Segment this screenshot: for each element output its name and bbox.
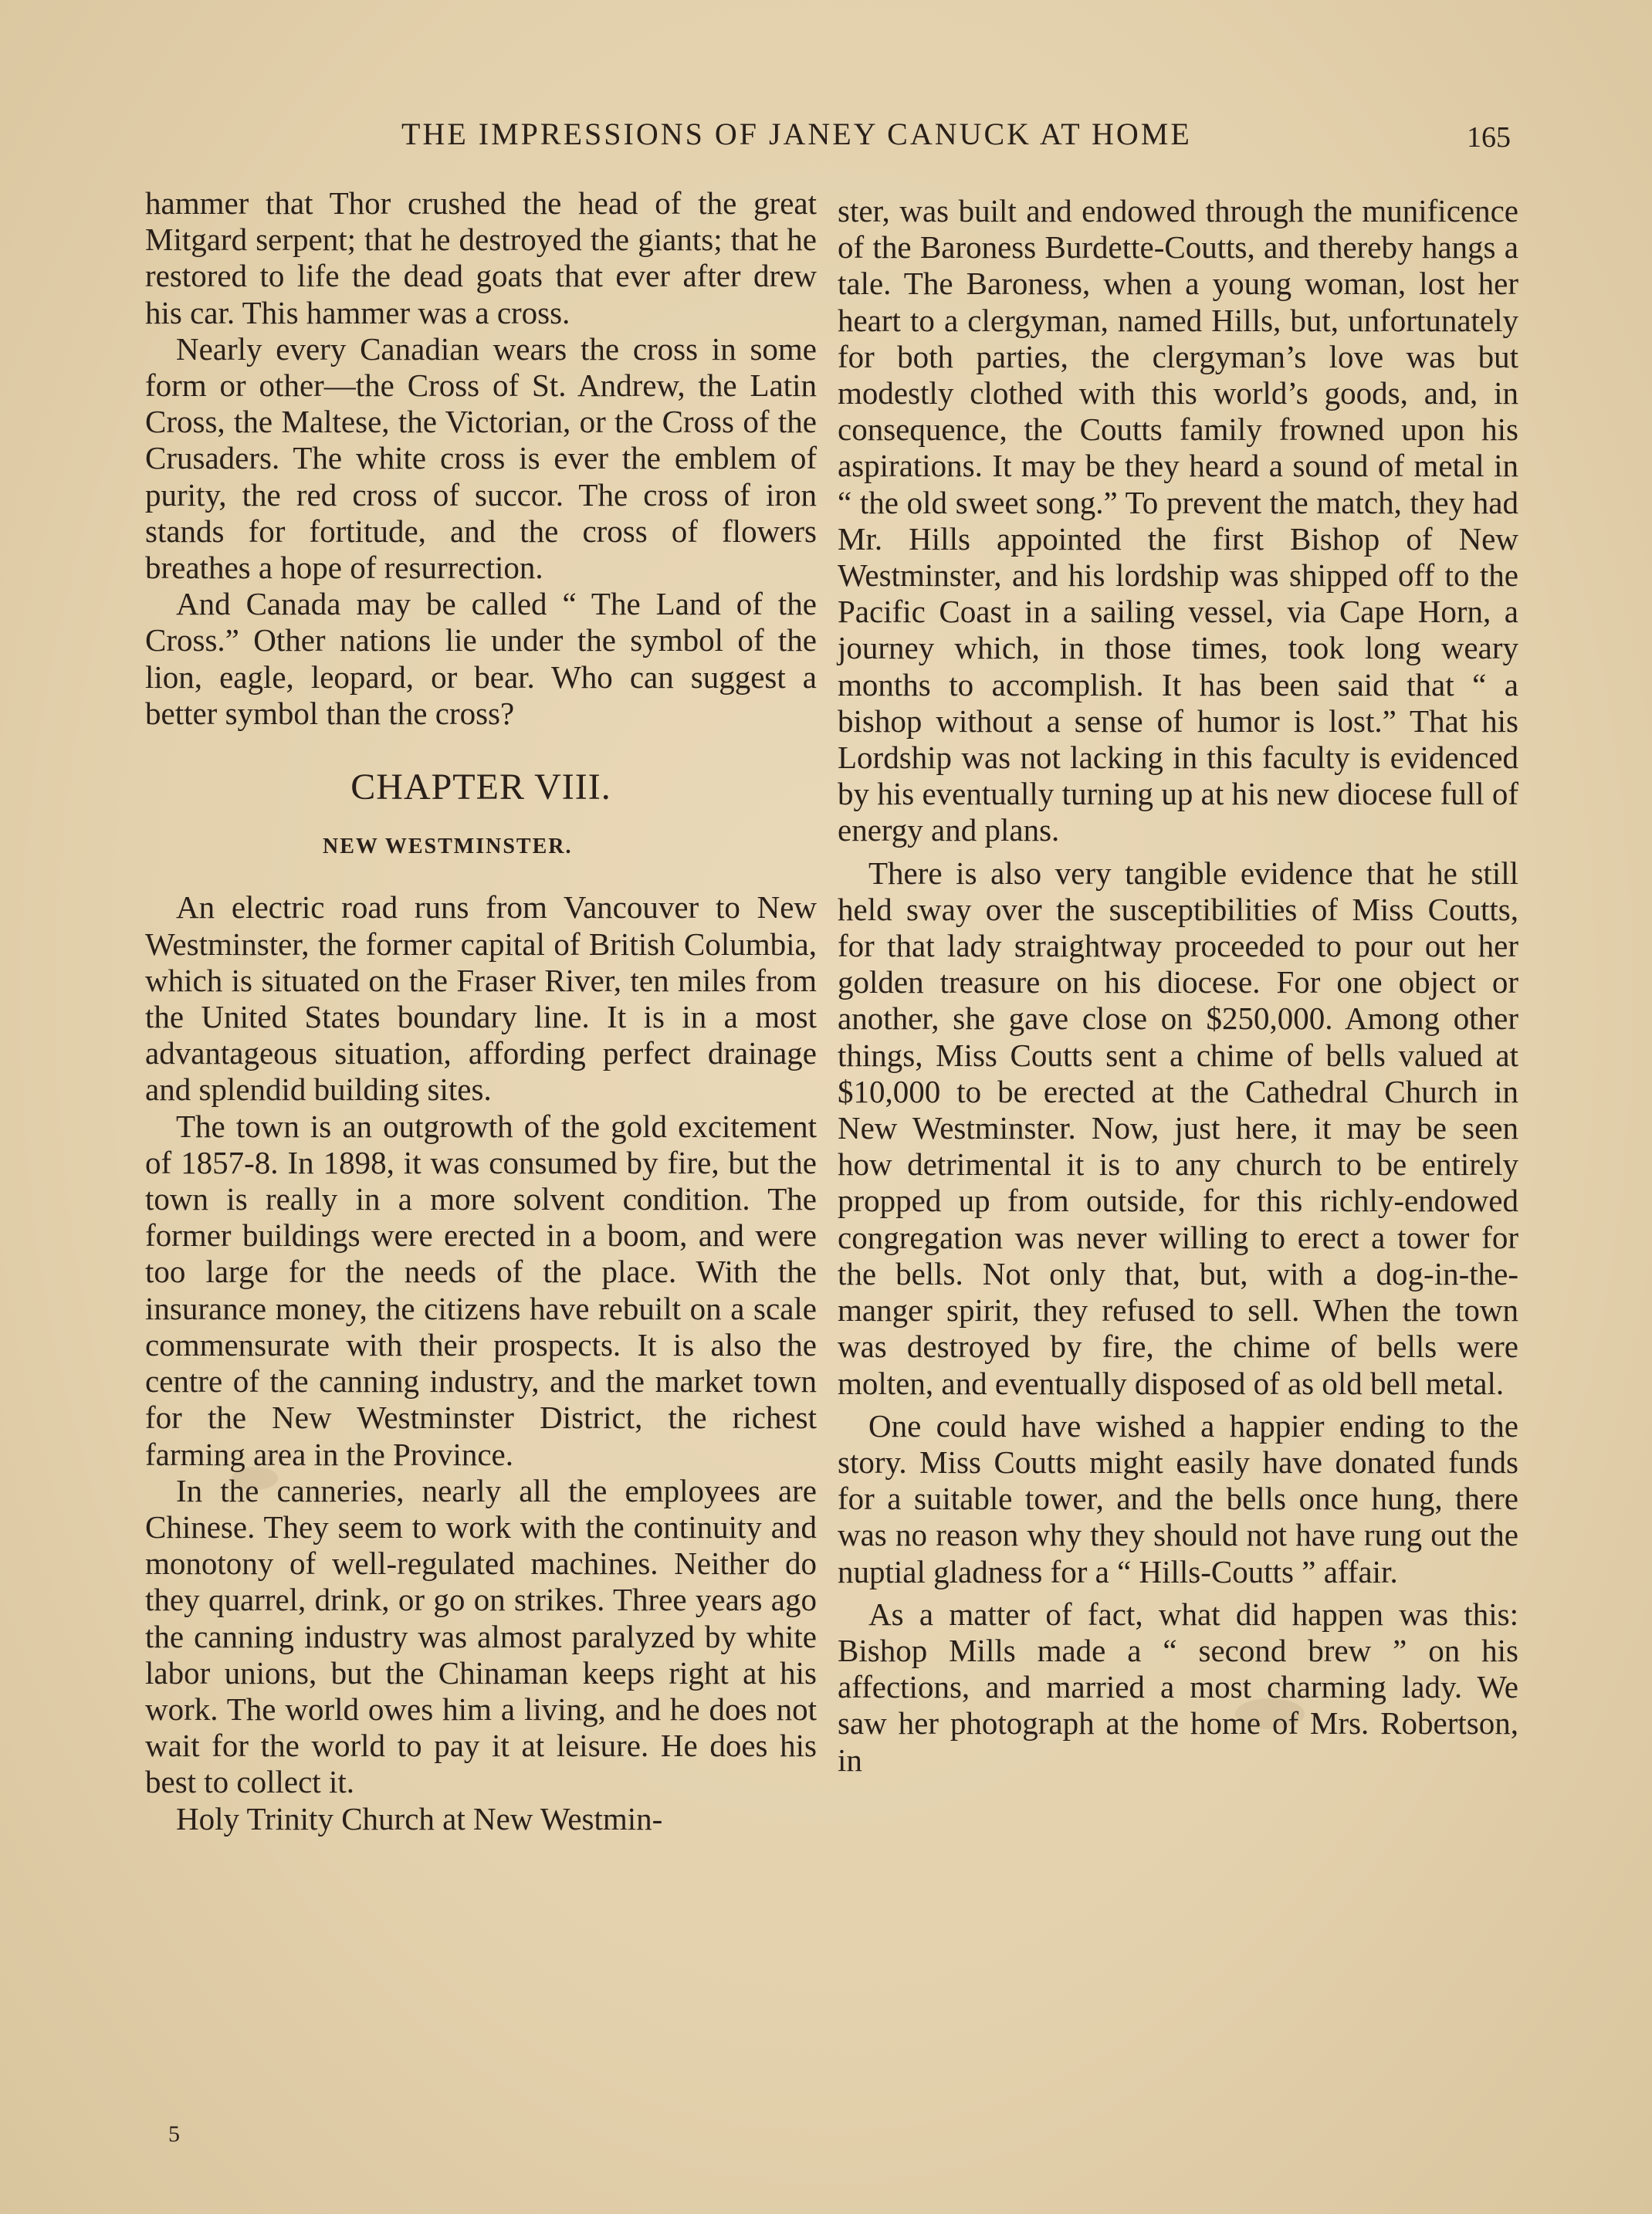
paragraph: Holy Trinity Church at New Westmin- [176,1800,663,1837]
paragraph: An electric road runs from Vancouver to New Westminster, the former capital of British Columbia, which is situated on the Fraser River, ten miles from the United States boundary line. It is in a most advantageous situation, affording perfect drainage and splendid building sites. [145,889,817,1108]
right-column [838,193,1518,1779]
paragraph: And Canada may be called “ The Land of the Cross.” Other nations lie under the symbol of the lion, eagle, leopard, or bear. Who can suggest a better symbol than the cross? [145,586,817,731]
paragraph: hammer that Thor crushed the head of the great Mitgard serpent; that he destroyed the giants; that he restored to life the dead goats that ever after drew his car. This hammer was a cross. [145,185,817,330]
page-number: 165 [1467,121,1511,154]
running-title: THE IMPRESSIONS OF JANEY CANUCK AT HOME [401,117,1192,151]
section-title: NEW WESTMINSTER. [323,834,573,859]
paragraph: Nearly every Canadian wears the cross in some form or other—the Cross of St. Andrew, the Latin Cross, the Maltese, the Victorian, or the Cross of the Crusaders. The white cross is ever the emblem of purity, the red cross of succor. The cross of iron stands for fortitude, and the cross of flowers breathes a hope of resurrection. [145,330,817,586]
running-head [0,116,1652,162]
paragraph: There is also very tangible evidence that he still held sway over the susceptibilities of Miss Coutts, for that lady straightway proceeded to pour out her golden treasure on his diocese. For one object or another, she gave close on $250,000. Among other things, Miss Coutts sent a chime of bells valued at $10,000 to be erected at the Cathedral Church in New Westminster. Now, just here, it may be seen how detrimental it is to any church to be entirely propped up from outside, for this richly-endowed congregation was never willing to erect a tower for the bells. Not only that, but, with a dog-in-the-manger spirit, they refused to sell. When the town was destroyed by fire, the chime of bells were molten, and eventually disposed of as old bell metal. [838,855,1518,1401]
paragraph: One could have wished a happier ending to the story. Miss Coutts might easily have donated funds for a suitable tower, and the bells once hung, there was no reason why they should not have rung out the nuptial gladness for a “ Hills-Coutts ” affair. [838,1407,1518,1589]
paragraph: In the canneries, nearly all the employees are Chinese. They seem to work with the continuity and monotony of well-regulated machines. Neither do they quarrel, drink, or go on strikes. Three years ago the canning industry was almost paralyzed by white labor unions, but the Chinaman keeps right at his work. The world owes him a living, and he does not wait for the world to pay it at leisure. He does his best to collect it. [145,1472,817,1800]
signature-mark: 5 [168,2121,180,2147]
paragraph: ster, was built and endowed through the munificence of the Baroness Burdette-Coutts, and thereby hangs a tale. The Baroness, when a young woman, lost her heart to a clergyman, named Hills, but, unfortunately for both parties, the clergyman’s love was but modestly clothed with this world’s goods, and, in consequence, the Coutts family frowned upon his aspirations. It may be they heard a sound of metal in “ the old sweet song.” To prevent the match, they had Mr. Hills appointed the first Bishop of New Westminster, and his lordship was shipped off to the Pacific Coast in a sailing vessel, via Cape Horn, a journey which, in those times, took long weary months to accomplish. It has been said that “ a bishop without a sense of humor is lost.” That his Lordship was not lacking in this faculty is evidenced by his eventually turning up at his new diocese full of energy and plans. [838,193,1518,848]
paragraph: As a matter of fact, what did happen was this: Bishop Mills made a “ second brew ” on his affections, and married a most charming lady. We saw her photograph at the home of Mrs. Robertson, in [838,1596,1518,1778]
chapter-title: CHAPTER VIII. [350,767,611,808]
left-column [145,185,817,1837]
paragraph: The town is an outgrowth of the gold excitement of 1857-8. In 1898, it was consumed by fire, but the town is really in a more solvent condition. The former buildings were erected in a boom, and were too large for the needs of the place. With the insurance money, the citizens have rebuilt on a scale commensurate with their prospects. It is also the centre of the canning industry, and the market town for the New Westminster District, the richest farming area in the Province. [145,1108,817,1472]
